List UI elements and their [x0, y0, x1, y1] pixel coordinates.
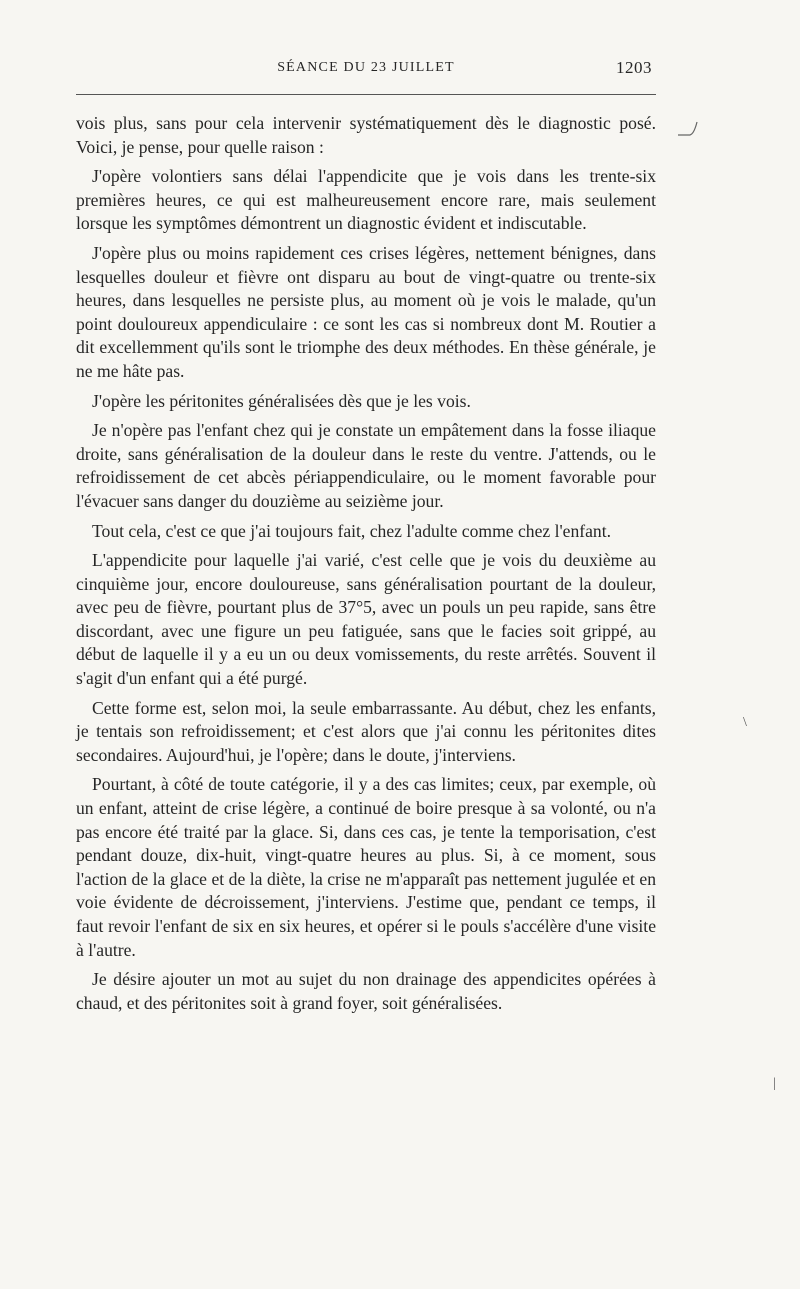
margin-tick-icon: \	[743, 715, 747, 730]
page-number: 1203	[616, 58, 652, 77]
paragraph-5: Je n'opère pas l'enfant chez qui je constate un empâtement dans la fosse iliaque droite, sans généralisation de la douleur dans le reste du ventre. J'attends, ou le refroidissement de cet abcès périappendiculaire, ou le moment favorable pour l'évacuer sans danger du douzième au seizième jour.	[76, 420, 656, 511]
body-text	[76, 112, 656, 1021]
paragraph-3: J'opère plus ou moins rapidement ces crises légères, nettement bénignes, dans lesquelles douleur et fièvre ont disparu au bout de vingt-quatre ou trente-six heures, dans lesquelles ne persiste plus, au moment où je vois le malade, qu'un point douloureux appendiculaire : ce sont les cas si nombreux dont M. Routier a dit excellemment qu'ils sont le triomphe des deux méthodes. En thèse générale, je ne me hâte pas.	[76, 242, 656, 381]
paragraph-6: Tout cela, c'est ce que j'ai toujours fait, chez l'adulte comme chez l'enfant.	[92, 520, 611, 541]
paragraph-7: L'appendicite pour laquelle j'ai varié, c'est celle que je vois du deuxième au cinquième jour, encore douloureuse, sans généralisation pourtant de la douleur, avec peu de fièvre, pourtant plus de 37°5, avec un pouls un peu rapide, sans être discordant, avec une figure un peu fatiguée, sans que le facies soit grippé, au début de laquelle il y a eu un ou deux vomissements, du reste arrêtés. Souvent il s'agit d'un enfant qui a été purgé.	[76, 550, 656, 689]
paragraph-9: Pourtant, à côté de toute catégorie, il y a des cas limites; ceux, par exemple, où un enfant, atteint de crise légère, a continué de boire presque à sa volonté, ou n'a pas encore été traité par la glace. Si, dans ces cas, je tente la temporisation, c'est pendant douze, dix-huit, vingt-quatre heures au plus. Si, à ce moment, sous l'action de la glace et de la diète, la crise ne m'apparaît pas nettement jugulée et en voie évidente de décroissement, j'interviens. J'estime que, pendant ce temps, il faut revoir l'enfant de six en six heures, et opérer si le pouls s'accélère d'une visite à l'autre.	[76, 774, 656, 960]
paragraph-10: Je désire ajouter un mot au sujet du non drainage des appendicites opérées à chaud, et des péritonites soit à grand foyer, soit généralisées.	[76, 969, 656, 1013]
page-header	[76, 58, 656, 80]
paragraph-2: J'opère volontiers sans délai l'appendicite que je vois dans les trente-six premières heures, ce qui est malheureusement encore rare, mais seulement lorsque les symptômes démontrent un diagnostic évident et indiscutable.	[76, 166, 656, 234]
margin-tick-icon: |	[773, 1076, 776, 1091]
running-title: SÉANCE DU 23 JUILLET	[277, 60, 455, 75]
pencil-mark-icon	[676, 118, 700, 140]
paragraph-8: Cette forme est, selon moi, la seule embarrassante. Au début, chez les enfants, je tentais son refroidissement; et c'est alors que j'ai connu les péritonites dites secondaires. Aujourd'hui, je l'opère; dans le doute, j'interviens.	[76, 697, 656, 765]
header-rule	[76, 94, 656, 95]
paragraph-1: vois plus, sans pour cela intervenir systématiquement dès le diagnostic posé. Voici, je pense, pour quelle raison :	[76, 113, 656, 157]
paragraph-4: J'opère les péritonites généralisées dès que je les vois.	[92, 390, 471, 411]
